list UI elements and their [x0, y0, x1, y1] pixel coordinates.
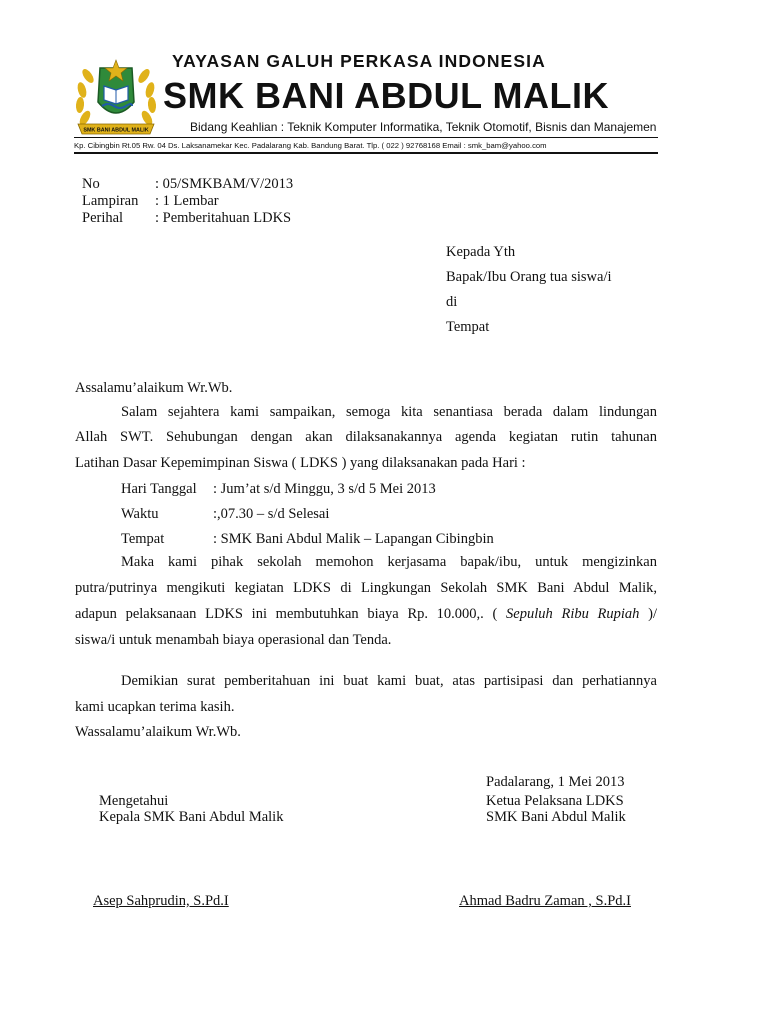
- letterhead-divider-bottom: [74, 152, 658, 154]
- paragraph-line: Salam sejahtera kami sampaikan, semoga kita senantiasa berada dalam lindungan: [121, 404, 657, 420]
- foundation-name: YAYASAN GALUH PERKASA INDONESIA: [172, 51, 546, 71]
- recipient-line: Kepada Yth: [446, 244, 516, 260]
- closing: Wassalamu’alaikum Wr.Wb.: [75, 724, 241, 740]
- right-signatory-name: Ahmad Badru Zaman , S.Pd.I: [459, 893, 631, 909]
- paragraph-line: kami ucapkan terima kasih.: [75, 699, 235, 715]
- detail-value: : Jum’at s/d Minggu, 3 s/d 5 Mei 2013: [213, 481, 436, 497]
- greeting: Assalamu’alaikum Wr.Wb.: [75, 380, 233, 396]
- meta-perihal-value: : Pemberitahuan LDKS: [155, 210, 292, 226]
- text-span: )/: [648, 606, 657, 622]
- detail-value: :,07.30 – s/d Selesai: [213, 506, 330, 522]
- paragraph-line: Allah SWT. Sehubungan dengan akan dilaksanakannya agenda kegiatan rutin tahunan: [75, 429, 657, 445]
- recipient-line: Bapak/Ibu Orang tua siswa/i: [446, 269, 612, 285]
- paragraph-line: Maka kami pihak sekolah memohon kerjasama bapak/ibu, untuk mengizinkan: [121, 554, 657, 570]
- detail-label: Waktu: [121, 506, 159, 522]
- recipient-line: di: [446, 294, 458, 310]
- detail-label: Hari Tanggal: [121, 481, 197, 497]
- paragraph-line: Latihan Dasar Kepemimpinan Siswa ( LDKS ) yang dilaksanakan pada Hari :: [75, 455, 526, 471]
- programs-line: Bidang Keahlian : Teknik Komputer Informatika, Teknik Otomotif, Bisnis dan Manajemen: [190, 120, 657, 134]
- meta-no-value: : 05/SMKBAM/V/2013: [155, 176, 294, 192]
- right-title: SMK Bani Abdul Malik: [486, 809, 626, 825]
- paragraph-line: putra/putrinya mengikuti kegiatan LDKS di Lingkungan Sekolah SMK Bani Abdul Malik,: [75, 580, 657, 596]
- school-address: Kp. Cibingbin Rt.05 Rw. 04 Ds. Laksanamekar Kec. Padalarang Kab. Bandung Barat. Tlp. ( 022 ) 92768168 Email : smk_bam@yahoo.com: [74, 141, 547, 150]
- italic-amount: Sepuluh Ribu Rupiah: [506, 606, 640, 622]
- paragraph-line: Demikian surat pemberitahuan ini buat kami buat, atas partisipasi dan perhatiannya: [121, 673, 657, 689]
- right-title: Ketua Pelaksana LDKS: [486, 793, 624, 809]
- paragraph-line: siswa/i untuk menambah biaya operasional dan Tenda.: [75, 632, 392, 648]
- left-title: Kepala SMK Bani Abdul Malik: [99, 809, 284, 825]
- meta-lampiran-value: : 1 Lembar: [155, 193, 219, 209]
- logo-banner-text: SMK BANI ABDUL MALIK: [83, 127, 149, 134]
- meta-perihal-label: Perihal: [82, 210, 124, 226]
- recipient-line: Tempat: [446, 319, 490, 335]
- school-logo: [70, 50, 162, 142]
- meta-lampiran-label: Lampiran: [82, 193, 139, 209]
- meta-no-label: No: [82, 176, 100, 192]
- school-name: SMK BANI ABDUL MALIK: [163, 75, 609, 116]
- text-span: adapun pelaksanaan LDKS ini membutuhkan biaya Rp. 10.000,. (: [75, 606, 498, 622]
- letterhead-divider-top: [74, 137, 658, 138]
- paragraph-line: [75, 602, 657, 627]
- left-signatory-name: Asep Sahprudin, S.Pd.I: [93, 893, 229, 909]
- detail-label: Tempat: [121, 531, 165, 547]
- place-date: Padalarang, 1 Mei 2013: [486, 774, 625, 790]
- detail-value: : SMK Bani Abdul Malik – Lapangan Cibingbin: [213, 531, 494, 547]
- left-title: Mengetahui: [99, 793, 169, 809]
